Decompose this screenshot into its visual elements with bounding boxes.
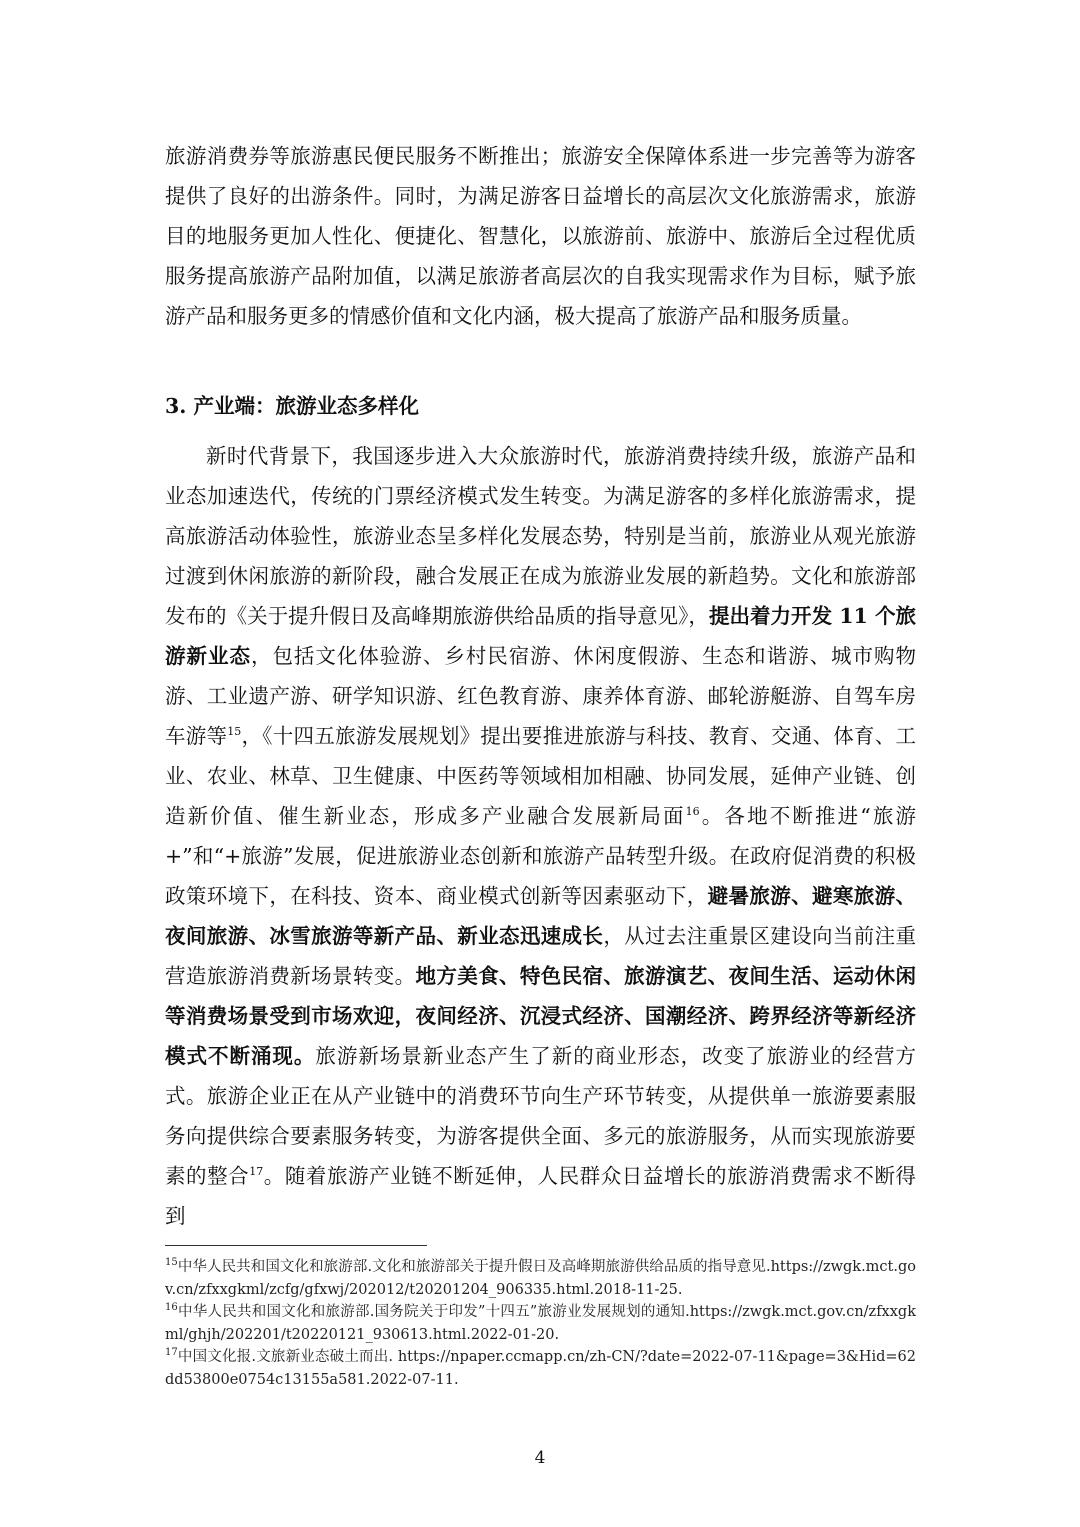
footnote-16 [165,1301,916,1346]
paragraph-1: 旅游消费券等旅游惠民便民服务不断推出；旅游安全保障体系进一步完善等为游客提供了良好的出游条件。同时，为满足游客日益增长的高层次文化旅游需求，旅游目的地服务更加人性化、便捷化、智慧化，以旅游前、旅游中、旅游后全过程优质服务提高旅游产品附加值，以满足旅游者高层次的自我实现需求作为目标，赋予旅游产品和服务更多的情感价值和文化内涵，极大提高了旅游产品和服务质量。 [165,144,916,328]
footnote-17-text[interactable]: 中国文化报.文旅新业态破土而出. https://npaper.ccmapp.cn/zh-CN/?date=2022-07-11&page=3&Hid=62dd53800e0754c13155a581.2022-07-11. [165,1349,916,1388]
footnote-15-number: 15 [165,1257,178,1269]
footnote-17 [165,1346,916,1391]
paragraph-2-bold-2: 避暑旅游、避寒旅游、夜间旅游、冰雪旅游等新产品、新业态迅速成长 [165,884,916,948]
footnote-ref-15[interactable]: 15 [227,725,242,739]
footnote-16-number: 16 [165,1302,178,1314]
paragraph-2-text-2: ，包括文化体验游、乡村民宿游、休闲度假游、生态和谐游、城市购物游、工业遗产游、研学知识游、红色教育游、康养体育游、邮轮游艇游、自驾车房车游等 [165,644,917,748]
section-heading: 3. 产业端：旅游业态多样化 [165,394,420,418]
page-number: 4 [534,1448,546,1468]
footnote-15-text[interactable]: 中华人民共和国文化和旅游部.文化和旅游部关于提升假日及高峰期旅游供给品质的指导意见.https://zwgk.mct.gov.cn/zfxxgkml/zcfg/gfxwj/202012/t20201204_906335.html.2018-11-25. [165,1259,916,1298]
paragraph-2-bold-3: 地方美食、特色民宿、旅游演艺、夜间生活、运动休闲等消费场景受到市场欢迎，夜间经济、沉浸式经济、国潮经济、跨界经济等新经济模式不断涌现。 [165,964,917,1068]
paragraph-2-text-3: ，《十四五旅游发展规划》提出要推进旅游与科技、教育、交通、体育、工业、农业、林草、卫生健康、中医药等领域相加相融、协同发展，延伸产业链、创造新价值、催生新业态，形成多产业融合发展新局面 [165,724,917,828]
paragraph-2-text-4: 。各地不断推进“旅游+”和“+旅游”发展，促进旅游业态创新和旅游产品转型升级。在政府促消费的积极政策环境下，在科技、资本、商业模式创新等因素驱动下， [165,804,917,908]
paragraph-2-text-1: 新时代背景下，我国逐步进入大众旅游时代，旅游消费持续升级，旅游产品和业态加速迭代，传统的门票经济模式发生转变。为满足游客的多样化旅游需求，提高旅游活动体验性，旅游业态呈多样化发展态势，特别是当前，旅游业从观光旅游过渡到休闲旅游的新阶段，融合发展正在成为旅游业发展的新趋势。文化和旅游部发布的《关于提升假日及高峰期旅游供给品质的指导意见》， [165,444,916,628]
footnote-ref-16[interactable]: 16 [685,805,700,819]
footnote-15 [165,1256,916,1301]
paragraph-2-text-6: 旅游新场景新业态产生了新的商业形态，改变了旅游业的经营方式。旅游企业正在从产业链中的消费环节向生产环节转变，从提供单一旅游要素服务向提供综合要素服务转变，为游客提供全面、多元的旅游服务，从而实现旅游要素的整合 [165,1044,917,1188]
footnote-ref-17[interactable]: 17 [249,1165,264,1179]
paragraph-2-text-7: 。随着旅游产业链不断延伸，人民群众日益增长的旅游消费需求不断得到 [165,1164,917,1228]
footnotes [165,1256,916,1391]
footnote-separator [165,1245,427,1246]
paragraph-2-bold-1: 提出着力开发 11 个旅游新业态 [165,604,916,668]
paragraph-2 [165,436,916,1236]
footnote-16-text[interactable]: 中华人民共和国文化和旅游部.国务院关于印发”十四五”旅游业发展规划的通知.https://zwgk.mct.gov.cn/zfxxgkml/ghjh/202201/t20220121_930613.html.2022-01-20. [165,1304,916,1343]
footnote-17-number: 17 [165,1347,178,1359]
paragraph-2-text-5: ，从过去注重景区建设向当前注重营造旅游消费新场景转变。 [165,924,917,988]
